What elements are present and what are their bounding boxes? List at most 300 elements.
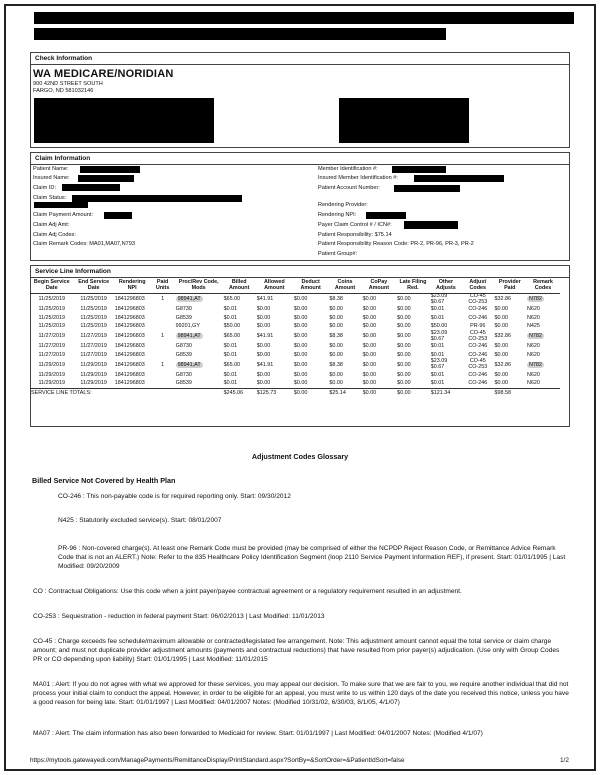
table-cell [494,342,527,351]
cell-value: $0.00 [397,323,411,330]
table-cell [256,359,293,370]
table-cell [362,305,396,314]
cell-value: 1841296803 [114,323,145,330]
table-cell [526,359,560,370]
cell-value: $0.00 [256,306,271,313]
cell-value: $0.00 [397,371,411,378]
cell-value: $23.09 $0.67 [430,329,448,342]
cell-value: $0.00 [293,314,308,321]
claim-left-field: Claim ID: [33,185,56,191]
cell-value: 11/27/2019 [38,333,66,340]
cell-value: $0.00 [494,351,509,358]
cell-value: $0.00 [494,343,509,350]
redacted-block-right [339,98,469,143]
column-header: Late Filing Red. [396,279,430,294]
table-cell [526,371,560,380]
claim-right-field: Patient Account Number: [318,185,380,191]
table-cell [114,371,151,380]
table-cell [293,314,328,323]
column-header: Begin Service Date [30,279,74,294]
table-cell [114,322,151,331]
cell-value: N782 [529,361,542,368]
cell-value: 11/29/2019 [38,371,66,378]
cell-value: $0.01 [430,380,445,387]
table-cell [74,342,114,351]
cell-value: $0.01 [223,314,238,321]
claim-left-field: Claim Payment Amount: [33,212,94,218]
table-cell [526,379,560,388]
table-cell [396,342,430,351]
cell-value: $0.01 [430,371,445,378]
cell-value: 98941,AT [177,296,201,303]
table-cell [362,379,396,388]
table-cell [175,294,223,306]
cell-value: $0.00 [494,306,509,313]
table-cell [74,351,114,360]
table-cell [430,342,462,351]
table-cell [74,371,114,380]
table-cell [223,322,256,331]
claim-left-field: Patient Name: [33,166,69,172]
cell-value: N620 [527,380,540,387]
table-cell [362,342,396,351]
cell-value: 1841296803 [114,306,145,313]
total-cell: $121.34 [430,388,462,397]
cell-value: 98941,AT [177,361,201,368]
table-cell [494,305,527,314]
table-cell [462,379,494,388]
column-header: Other Adjusts [430,279,462,294]
cell-value: 1841296803 [114,343,145,350]
table-cell [30,359,74,370]
table-cell [114,294,151,306]
table-cell [328,371,361,380]
table-cell [256,371,293,380]
table-cell [223,314,256,323]
table-cell [526,294,560,306]
table-cell [328,379,361,388]
cell-value: $0.00 [397,333,411,340]
claim-right-field: Patient Responsibility Reason Code: PR-2, PR-96, PR-3, PR-2 [318,241,474,247]
cell-value: $41.91 [256,296,274,303]
cell-value: $0.00 [256,351,271,358]
cell-value: 11/27/2019 [80,333,107,340]
cell-value: 11/25/2019 [38,323,66,330]
table-cell [30,371,74,380]
cell-value: $0.00 [256,380,271,387]
table-cell [30,314,74,323]
table-cell [293,331,328,342]
claim-right-field: Rendering Provider: [318,202,368,208]
table-cell [396,359,430,370]
cell-value: 1841296803 [114,361,145,368]
cell-value: 1 [161,333,165,340]
table-cell [74,305,114,314]
table-cell [175,359,223,370]
cell-value: CO-246 [468,306,488,313]
table-cell [175,351,223,360]
table-cell [256,322,293,331]
table-row [30,371,560,380]
table-row [30,305,560,314]
cell-value: PR-96 [470,323,486,330]
table-cell [396,331,430,342]
cell-value: 1841296803 [114,380,145,387]
cell-value: 11/25/2019 [80,306,107,313]
table-cell [293,305,328,314]
cell-value: 11/27/2019 [38,351,66,358]
redacted-insured-member-id [414,175,504,182]
cell-value: $0.01 [430,351,445,358]
table-cell [362,371,396,380]
table-cell [396,371,430,380]
cell-value: 1 [161,296,165,303]
cell-value: $0.00 [362,306,377,313]
cell-value: 11/25/2019 [38,314,66,321]
table-cell [362,359,396,370]
payer-address-line-2: FARGO, ND 581032146 [33,88,94,94]
total-cell: $98.58 [494,388,527,397]
table-cell [151,314,175,323]
cell-value: $0.00 [397,296,411,303]
table-cell [328,322,361,331]
table-cell [462,359,494,370]
glossary-title: Adjustment Codes Glossary [251,452,349,461]
cell-value: CO-246 [468,380,488,387]
table-cell [30,379,74,388]
cell-value: $8.38 [329,333,343,340]
table-cell [396,305,430,314]
cell-value: $0.00 [293,296,308,303]
table-cell [256,294,293,306]
cell-value: $0.00 [329,351,343,358]
cell-value: $0.00 [293,351,308,358]
cell-value: $32.86 [494,296,512,303]
table-cell [256,305,293,314]
total-cell: $0.00 [362,388,396,397]
total-cell: $245.06 [223,388,256,397]
cell-value: 99201,GY [175,323,200,330]
table-cell [256,351,293,360]
table-cell [362,322,396,331]
cell-value: $0.00 [362,323,377,330]
claim-left-field: Claim Status: [33,195,67,201]
table-cell [223,342,256,351]
cell-value: N620 [527,306,540,313]
table-cell [494,314,527,323]
claim-right-field: Insured Member Identification #: [318,175,398,181]
claim-right-field: Rendering NPI: [318,212,357,218]
cell-value: $0.00 [256,323,271,330]
column-header: CoPay Amount [362,279,396,294]
table-cell [114,351,151,360]
redacted-payment-amount [104,212,132,219]
table-cell [74,359,114,370]
table-cell [328,294,361,306]
table-row [30,331,560,342]
table-cell [256,342,293,351]
table-cell [175,371,223,380]
claim-info-header: Claim Information [31,153,569,165]
totals-label: SERVICE LINE TOTALS: [30,388,223,397]
cell-value: CO-45 CO-253 [468,358,488,370]
cell-value: $0.00 [397,343,411,350]
cell-value: 1 [161,361,165,368]
table-cell [328,331,361,342]
total-cell [526,388,560,397]
column-header: Allowed Amount [256,279,293,294]
table-cell [175,314,223,323]
table-cell [114,305,151,314]
claim-right-field: Member Identification #: [318,166,378,172]
cell-value: $0.00 [329,323,343,330]
cell-value: 1841296803 [114,351,145,358]
cell-value: $0.01 [430,343,445,350]
cell-value: 1841296803 [114,371,145,378]
cell-value: $23.09 $0.67 [430,293,448,305]
column-header: Remark Codes [526,279,560,294]
table-cell [494,331,527,342]
table-cell [151,359,175,370]
table-cell [430,371,462,380]
cell-value: $0.01 [223,306,238,313]
table-cell [114,379,151,388]
table-cell [494,371,527,380]
cell-value: $0.00 [362,296,377,303]
total-cell: $125.73 [256,388,293,397]
claim-left-field: Claim Adj Codes: [33,232,76,238]
table-cell [293,351,328,360]
cell-value: $0.00 [256,343,271,350]
table-cell [223,294,256,306]
cell-value: 11/29/2019 [80,371,107,378]
table-cell [293,322,328,331]
table-cell [74,331,114,342]
cell-value: $0.00 [397,314,411,321]
column-header: Adjust Codes [462,279,494,294]
claim-right-field: Patient Group#: [318,251,358,257]
cell-value: $0.01 [223,343,238,350]
cell-value: N620 [527,351,540,358]
table-row [30,294,560,306]
cell-value: $0.00 [329,380,343,387]
table-cell [494,351,527,360]
glossary-item-n425: N425 : Statutorily excluded service(s). Start: 08/01/2007 [58,517,222,524]
table-cell [74,379,114,388]
table-cell [362,331,396,342]
table-cell [151,371,175,380]
cell-value: $0.00 [362,371,377,378]
cell-value: $8.38 [329,296,343,303]
cell-value: $41.91 [256,333,274,340]
cell-value: G8539 [175,351,192,358]
table-cell [396,314,430,323]
table-cell [30,342,74,351]
table-cell [151,331,175,342]
column-header: Proc/Rev Code, Mods [175,279,223,294]
table-cell [223,351,256,360]
table-cell [223,331,256,342]
cell-value: 11/25/2019 [38,296,66,303]
column-header: Rendering NPI [114,279,151,294]
cell-value: N782 [529,333,542,340]
glossary-item-co-253: CO-253 : Sequestration - reduction in federal payment Start: 06/02/2013 | Last Modified: 11/01/2013 [33,613,325,620]
cell-value: N425 [527,323,540,330]
cell-value: G8730 [175,371,192,378]
cell-value: 11/25/2019 [80,314,107,321]
table-cell [526,322,560,331]
cell-value: $0.00 [293,380,308,387]
table-cell [223,305,256,314]
cell-value: $0.00 [329,314,343,321]
cell-value: 11/27/2019 [80,343,107,350]
payer-address-line-1: 900 42ND STREET SOUTH [33,81,103,87]
table-row [30,359,560,370]
table-cell [151,342,175,351]
table-cell [430,314,462,323]
table-cell [30,294,74,306]
totals-row [30,388,560,397]
redacted-header-line-1 [34,12,574,24]
cell-value: N620 [527,371,540,378]
table-cell [114,314,151,323]
cell-value: $0.00 [256,314,271,321]
cell-value: $0.00 [397,380,411,387]
glossary-subtitle: Billed Service Not Covered by Health Plan [32,476,176,485]
table-cell [526,314,560,323]
table-cell [175,305,223,314]
table-cell [462,331,494,342]
table-cell [151,351,175,360]
cell-value: $0.00 [293,361,308,368]
table-cell [256,314,293,323]
table-cell [151,294,175,306]
cell-value: $0.01 [430,314,445,321]
table-cell [430,359,462,370]
footer-url: https://mytools.gatewayedi.com/ManagePayments/RemittanceDisplay/PrintStandard.aspx?SortBy=&SortOrder=&PatientIdSort=false [30,757,405,764]
cell-value: 11/27/2019 [38,343,66,350]
table-cell [494,379,527,388]
column-header: Provider Paid [494,279,527,294]
cell-value: $0.00 [397,306,411,313]
table-cell [223,359,256,370]
glossary-item-ma07: MA07 : Alert: The claim information has also been forwarded to Medicaid for review. Start: 01/01/1997 | Last Modified: 04/01/2007 Notes: (Modified 4/1/07) [33,730,483,737]
redacted-block-left [34,98,214,143]
table-cell [396,351,430,360]
table-cell [74,314,114,323]
table-cell [430,305,462,314]
redacted-claim-id [62,184,120,191]
table-cell [293,379,328,388]
table-cell [293,342,328,351]
glossary-item-co-45: CO-45 : Charge exceeds fee schedule/maximum allowable or contracted/legislated fee arrangement. Note: This adjustment amount cannot equal the total service or claim charge amount; and must not duplicate provider adjustment amounts (payments and contractual reductions) that have resulted from prior payer(s) adjudication. (Use only with Group Codes PR or CO depending upon liability) Start: 01/01/1995 | Last Modified: 11/01/2015 [33,638,560,663]
cell-value: 11/29/2019 [38,380,66,387]
cell-value: $65.00 [223,333,241,340]
table-cell [526,331,560,342]
column-header: Coins Amount [328,279,361,294]
cell-value: 11/25/2019 [80,323,107,330]
table-cell [494,359,527,370]
check-info-header: Check Information [31,53,569,65]
service-line-header: Service Line Information [31,266,569,278]
footer-page-number: 1/2 [560,757,569,764]
cell-value: 11/25/2019 [80,296,107,303]
table-cell [151,305,175,314]
table-cell [362,314,396,323]
table-cell [494,322,527,331]
table-cell [328,351,361,360]
table-cell [462,371,494,380]
cell-value: 1841296803 [114,333,145,340]
cell-value: $50.00 [430,323,448,330]
column-header: Paid Units [151,279,175,294]
redacted-member-id [392,166,446,173]
cell-value: 11/29/2019 [38,361,66,368]
cell-value: G8730 [175,306,192,313]
table-cell [74,294,114,306]
table-cell [293,371,328,380]
redacted-rendering-npi [366,212,406,219]
cell-value: $0.00 [494,371,509,378]
cell-value: $0.00 [362,361,377,368]
cell-value: $0.01 [430,306,445,313]
cell-value: $0.00 [293,306,308,313]
claim-left-field: Claim Adj Amt: [33,222,70,228]
cell-value: CO-246 [468,371,488,378]
table-cell [151,322,175,331]
glossary-item-co-246: CO-246 : This non-payable code is for required reporting only. Start: 09/30/2012 [58,493,291,500]
cell-value: $23.09 $0.67 [430,358,448,370]
cell-value: 11/25/2019 [38,306,66,313]
column-header: Deduct Amount [293,279,328,294]
cell-value: $0.00 [329,343,343,350]
glossary-item-ma01: MA01 : Alert: If you do not agree with what we approved for these services, you may appeal our decision. To make sure that we are fair to you, we require another individual that did not process your initial claim to conduct the appeal. However, in order to be eligible for an appeal, you must write to us within 120 days of the date you received this notice, unless you have a good reason for being late. Start: 01/01/1997 | Last Modified: 04/01/2007 Notes: (Modified 10/31/02, 6/30/03, 8/1/05, 4/1/07) [33,681,569,706]
cell-value: CO-246 [468,343,488,350]
table-cell [114,331,151,342]
table-cell [396,322,430,331]
table-cell [175,331,223,342]
cell-value: $0.01 [223,371,238,378]
table-cell [526,342,560,351]
column-header: Billed Amount [223,279,256,294]
table-cell [328,314,361,323]
table-cell [30,351,74,360]
cell-value: 11/29/2019 [80,380,107,387]
total-cell [462,388,494,397]
table-cell [362,294,396,306]
table-cell [462,294,494,306]
cell-value: $50.00 [223,323,241,330]
table-cell [175,342,223,351]
table-cell [462,314,494,323]
cell-value: $0.00 [494,323,509,330]
claim-right-field: Patient Responsibility: $75.14 [318,232,392,238]
cell-value: $0.00 [494,314,509,321]
cell-value: 1841296803 [114,296,145,303]
table-cell [256,379,293,388]
table-cell [30,305,74,314]
table-cell [396,294,430,306]
cell-value: $0.00 [397,351,411,358]
table-cell [293,294,328,306]
cell-value: $0.00 [293,323,308,330]
table-cell [223,371,256,380]
table-cell [328,305,361,314]
cell-value: 11/27/2019 [80,351,107,358]
table-cell [526,351,560,360]
total-cell: $0.00 [396,388,430,397]
table-cell [151,379,175,388]
